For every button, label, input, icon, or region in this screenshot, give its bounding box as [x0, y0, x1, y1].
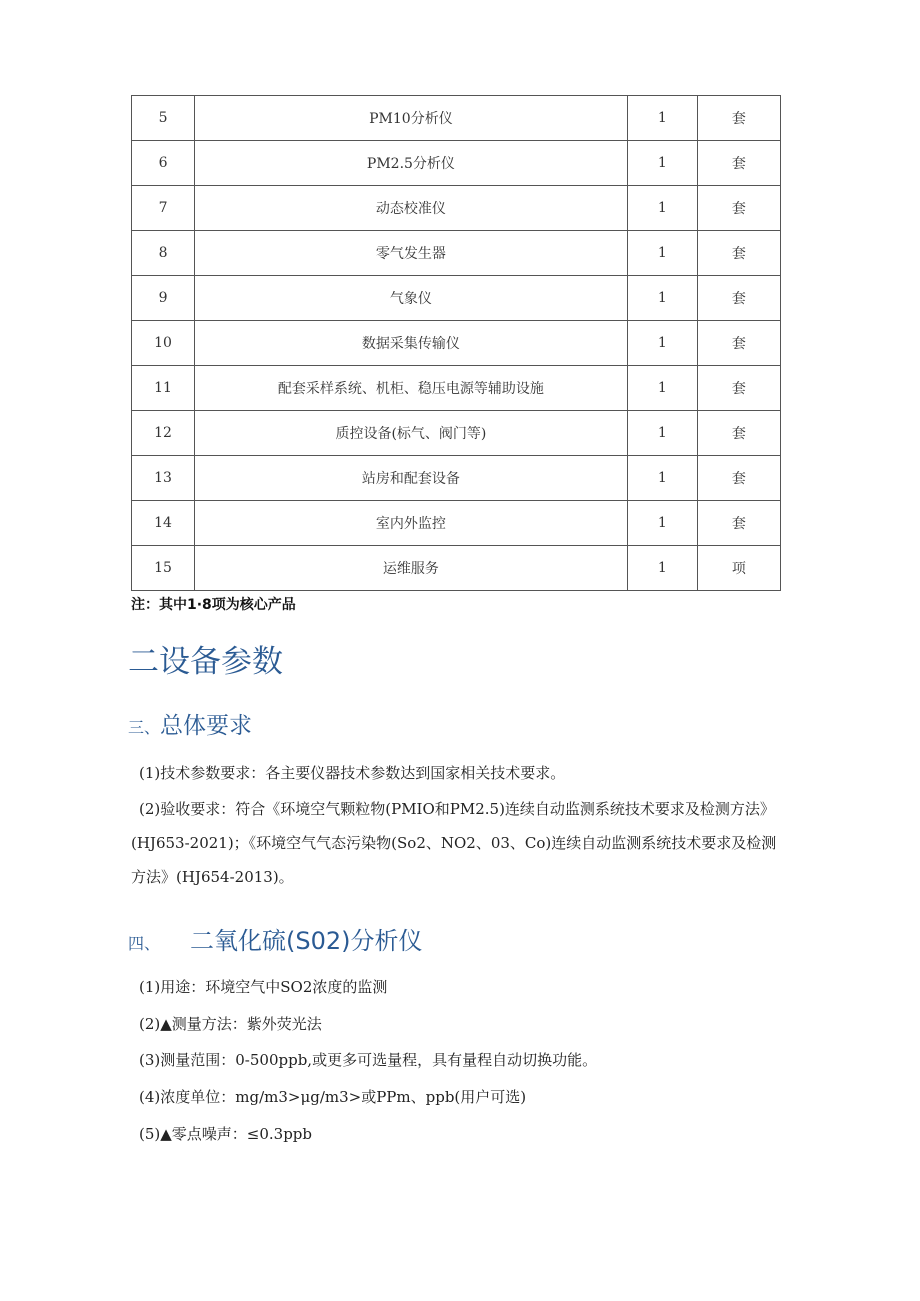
table-row [132, 321, 781, 366]
cell-number: 9 [132, 276, 195, 321]
cell-quantity: 1 [627, 276, 697, 321]
cell-quantity: 1 [627, 186, 697, 231]
cell-quantity: 1 [627, 96, 697, 141]
heading-general-requirements [128, 707, 252, 740]
cell-quantity: 1 [627, 411, 697, 456]
cell-quantity: 1 [627, 366, 697, 411]
section-number: 四、 [128, 934, 161, 953]
section-title: 二氧化硫(S02)分析仪 [190, 927, 423, 955]
cell-item-name: 运维服务 [195, 546, 628, 591]
spec-item-zero-noise: (5)▲零点噪声：≤0.3ppb [139, 1125, 313, 1143]
cell-number: 6 [132, 141, 195, 186]
cell-quantity: 1 [627, 321, 697, 366]
spec-item-usage: (1)用途：环境空气中SO2浓度的监测 [139, 978, 388, 996]
cell-item-name: PM10分析仪 [195, 96, 628, 141]
cell-number: 11 [132, 366, 195, 411]
equipment-table-body [132, 96, 781, 591]
cell-quantity: 1 [627, 141, 697, 186]
cell-unit: 套 [697, 96, 780, 141]
cell-unit: 套 [697, 456, 780, 501]
heading-equipment-params: 二设备参数 [128, 644, 283, 680]
cell-quantity: 1 [627, 501, 697, 546]
cell-unit: 套 [697, 366, 780, 411]
table-row [132, 231, 781, 276]
cell-unit: 套 [697, 276, 780, 321]
table-row [132, 501, 781, 546]
section-title: 总体要求 [160, 713, 253, 739]
cell-number: 10 [132, 321, 195, 366]
cell-number: 13 [132, 456, 195, 501]
table-row [132, 276, 781, 321]
cell-quantity: 1 [627, 456, 697, 501]
cell-number: 7 [132, 186, 195, 231]
cell-unit: 套 [697, 141, 780, 186]
cell-number: 8 [132, 231, 195, 276]
cell-number: 12 [132, 411, 195, 456]
spec-item-range: (3)测量范围：0-500ppb,或更多可选量程，具有量程自动切换功能。 [139, 1051, 598, 1069]
cell-unit: 套 [697, 231, 780, 276]
table-row [132, 546, 781, 591]
spec-item-method: (2)▲测量方法：紫外荧光法 [139, 1015, 322, 1033]
cell-item-name: 质控设备(标气、阀门等) [195, 411, 628, 456]
table-row [132, 366, 781, 411]
core-product-note: 注：其中1·8项为核心产品 [131, 597, 296, 613]
cell-item-name: PM2.5分析仪 [195, 141, 628, 186]
table-row [132, 141, 781, 186]
cell-unit: 套 [697, 501, 780, 546]
table-row [132, 411, 781, 456]
acceptance-requirement: (2)验收要求：符合《环境空气颗粒物(PMIO和PM2.5)连续自动监测系统技术要求及检测方法》(HJ653-2021)；《环境空气气态污染物(So2、NO2、03、Co)连续自动监测系统技术要求及检测方法》(HJ654-2013)。 [131, 800, 777, 886]
section-number: 三、 [128, 718, 161, 737]
table-row [132, 186, 781, 231]
cell-number: 5 [132, 96, 195, 141]
cell-item-name: 数据采集传输仪 [195, 321, 628, 366]
cell-item-name: 室内外监控 [195, 501, 628, 546]
cell-item-name: 零气发生器 [195, 231, 628, 276]
cell-item-name: 动态校准仪 [195, 186, 628, 231]
cell-number: 14 [132, 501, 195, 546]
cell-unit: 套 [697, 321, 780, 366]
cell-item-name: 气象仪 [195, 276, 628, 321]
spec-item-unit: (4)浓度单位：mg∕m3>μg∕m3>或PPm、ppb(用户可选) [139, 1088, 527, 1106]
heading-so2-analyzer [128, 921, 828, 956]
tech-param-requirement: (1)技术参数要求：各主要仪器技术参数达到国家相关技术要求。 [139, 764, 566, 782]
cell-quantity: 1 [627, 231, 697, 276]
cell-item-name: 站房和配套设备 [195, 456, 628, 501]
cell-unit: 套 [697, 186, 780, 231]
cell-number: 15 [132, 546, 195, 591]
cell-quantity: 1 [627, 546, 697, 591]
equipment-table [131, 95, 781, 591]
cell-item-name: 配套采样系统、机柜、稳压电源等辅助设施 [195, 366, 628, 411]
table-row [132, 456, 781, 501]
table-row [132, 96, 781, 141]
cell-unit: 项 [697, 546, 780, 591]
cell-unit: 套 [697, 411, 780, 456]
